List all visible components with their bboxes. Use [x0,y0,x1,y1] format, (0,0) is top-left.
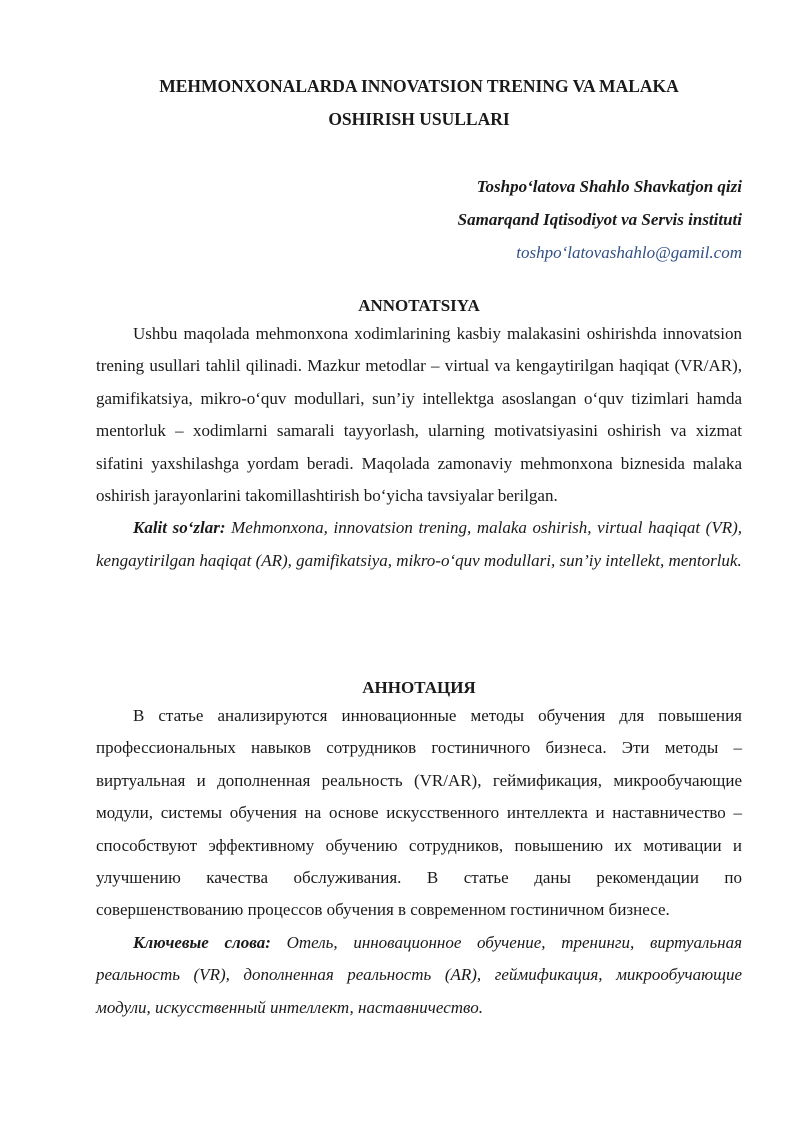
keywords-ru-label: Ключевые слова: [133,932,271,952]
keywords-ru [96,927,742,1024]
paper-title [96,70,742,136]
author-block [458,170,742,269]
keywords-uz-text: Mehmonxona, innovatsion trening, malaka oshirish, virtual haqiqat (VR), kengaytirilgan haqiqat (AR), gamifikatsiya, mikro-o‘quv modullari, sun’iy intellekt, mentorluk. [96,518,743,570]
title-line-2: OSHIRISH USULLARI [328,109,510,129]
annotation-uz-body: Ushbu maqolada mehmonxona xodimlarining kasbiy malakasini oshirishda innovatsion trening usullari tahlil qilinadi. Mazkur metodlar – virtual va kengaytirilgan haqiqat (VR/AR), gamifikatsiya, mikro-o‘quv modullari, sun’iy intellektga asoslangan o‘quv tizimlari hamda mentorluk – xodimlarni samarali tayyorlash, ularning motivatsiyasini oshirish va xizmat sifatini yaxshilashga yordam beradi. Maqolada zamonaviy mehmonxona biznesida malaka oshirish jarayonlarini takomillashtirish bo‘yicha tavsiyalar berilgan. [96,324,742,506]
annotation-ru-heading: АННОТАЦИЯ [362,678,476,697]
author-email[interactable]: toshpo‘latovashahlo@gamil.com [516,243,742,262]
annotation-uz-section [96,294,742,577]
annotation-uz-heading: ANNOTATSIYA [358,296,480,315]
author-institution: Samarqand Iqtisodiyot va Servis instituti [457,210,742,229]
annotation-ru-section [96,676,742,1024]
keywords-ru-text: Отель, инновационное обучение, тренинги, виртуальная реальность (VR), дополненная реальность (AR), геймификация, микрообучающие модули, искусственный интеллект, наставничество. [96,932,742,1017]
author-name: Toshpo‘latova Shahlo Shavkatjon qizi [476,177,742,196]
title-line-1: MEHMONXONALARDA INNOVATSION TRENING VA MALAKA [159,76,679,96]
keywords-uz-label: Kalit so‘zlar: [133,518,226,538]
annotation-ru-body: В статье анализируются инновационные методы обучения для повышения профессиональных навыков сотрудников гостиничного бизнеса. Эти методы – виртуальная и дополненная реальность (VR/AR), геймификация, микрообучающие модули, системы обучения на основе искусственного интеллекта и наставничество – способствуют эффективному обучению сотрудников, повышению их мотивации и улучшению качества обслуживания. В статье даны рекомендации по совершенствованию процессов обучения в современном гостиничном бизнесе. [96,706,742,920]
keywords-uz [96,512,742,577]
